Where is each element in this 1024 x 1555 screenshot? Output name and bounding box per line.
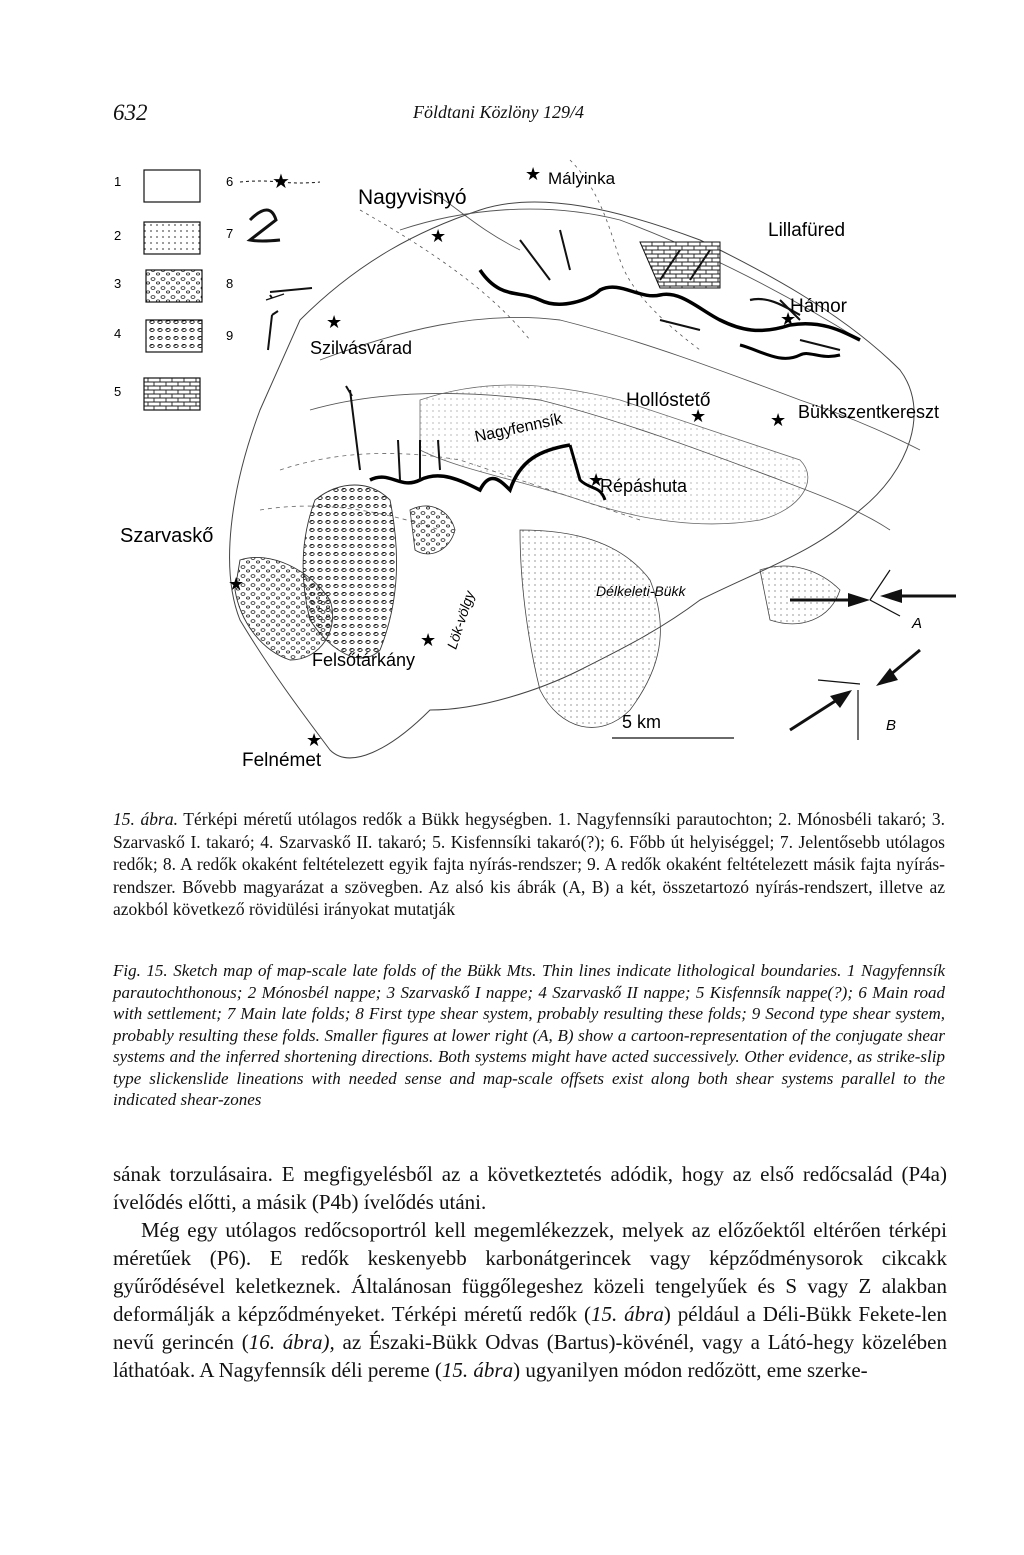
star-repashuta-icon: ★ [588,470,605,490]
journal-title: Földtani Közlöny 129/4 [413,102,584,122]
label-nagyvisnyo: Nagyvisnyó [358,186,467,209]
legend [114,170,320,410]
delkeleti-bukk-area [520,530,660,727]
inset-a-label: A [912,615,923,632]
star-malyinka-icon: ★ [525,164,542,184]
label-szilvasvarad: Szilvásvárad [310,338,413,358]
caption-text: Térképi méretű utólagos redők a Bükk hegységben. 1. Nagyfennsíki parautochton; 2. Mónosbéli takaró; 3. Szarvaskő I. takaró; 4. Szarvaskő II. takaró; 5. Kisfennsíki takaró(?); 6. Főbb út helyiséggel; 7. Jelentősebb utólagos redők; 8. A redők okaként feltételezett egyik fajta nyírás-rendszer; 9. A redők okaként feltételezett másik fajta nyírás-rendszer. Bővebb magyarázat a szövegben. Az alsó kis ábrák (A, B) a két, összetartozó nyírás-rendszert, illetve az azokból következő rövidülési irányokat mutatják [113,809,945,919]
label-malyinka: Mályinka [548,169,616,188]
star-bukkszentkereszt-icon: ★ [770,410,787,430]
label-hollosteto: Hollóstető [626,390,711,411]
label-delkeleti-bukk: Délkeleti-Bükk [596,583,686,599]
label-bukkszentkereszt: Bükkszentkereszt [798,402,940,422]
legend-box-3 [146,270,202,302]
legend-box-1 [144,170,200,202]
legend-num-5: 5 [114,384,122,399]
page-number: 632 [113,100,148,125]
settlement-star-icon: ★ [272,171,290,193]
label-szarvasko: Szarvaskő [120,525,214,547]
label-repashuta: Répáshuta [600,476,688,496]
paragraph-1: sának torzulásaira. E megfigyelésből az a következtetés adódik, hogy az első redőcsalád (P4a) ívelődés előtti, a másik (P4b) ívelődés utáni. [113,1162,947,1214]
label-lillafured: Lillafüred [768,220,846,241]
star-szarvasko-icon: ★ [228,574,245,594]
figure-reference-16: 16. ábra), [248,1330,335,1354]
shear-2-icon [268,311,278,350]
inset-b [790,650,920,740]
page-header [113,100,933,130]
paragraph-2: Még egy utólagos redőcsoportról kell megemlékezzek, melyek az előzőektől eltérően térképi méretűek (P6). E redők keskenyebb karbonátgerincek vagy képződménysorok cikcakk gyűrődésével keletkeznek. Általánosan függőlegeshez közeli tengelyűek és S vagy Z alakban deformálják a képződményeket. Térképi méretű redők (15. ábra) például a Déli-Bükk Fekete-len nevű gerincén (16. ábra), az Északi-Bükk Odvas (Bartus)-kövénél, vagy a Látó-hegy közelében láthatóak. A Nagyfennsík déli pereme (15. ábra) ugyanilyen módon redőzött, eme szerke- [113,1218,948,1382]
label-nagyfennsik: Nagyfennsík [473,410,564,446]
star-nagyvisnyo-icon: ★ [430,226,447,246]
caption-label: 15. ábra. [113,809,178,829]
legend-box-2 [144,222,200,254]
legend-num-6: 6 [226,174,234,189]
label-hamor: Hámor [790,296,848,317]
scale-label: 5 km [622,712,662,732]
legend-box-5 [144,378,200,410]
figure-caption-english: Fig. 15. Sketch map of map-scale late folds of the Bükk Mts. Thin lines indicate lithological boundaries. 1 Nagyfennsík parautochthonous; 2 Mónosbél nappe; 3 Szarvaskő I nappe; 4 Szarvaskő II nappe; 5 Kisfennsík nappe(?); 6 Main road with settlement; 7 Main late folds; 8 First type shear system, probably resulting these folds; 9 Second type shear system, probably resulting these folds. Smaller figures at lower right (A, B) show a cartoon-representation of the conjugate shear systems and the inferred shortening directions. Both systems might have acted successively. Other evidence, as strike-slip type slickenslide lineations with needed sense and map-scale offsets exist along both shear systems parallel to the indicated shear-zones [113,961,945,1109]
label-lok-volgy: Lök-völgy [443,588,478,651]
label-felnemet: Felnémet [242,750,322,771]
legend-num-9: 9 [226,328,234,343]
legend-num-7: 7 [226,226,234,241]
legend-num-8: 8 [226,276,234,291]
star-felsotarkany-icon: ★ [420,630,437,650]
nagyfennsik-area [420,385,808,524]
geological-sketch-map [100,150,970,790]
star-szilvasvarad-icon: ★ [326,312,343,332]
scale-bar [612,712,734,738]
inset-b-label: B [886,717,897,734]
kisfennsik-nappe-area [640,242,720,288]
label-felsotarkany: Felsőtárkány [312,650,416,670]
figure-caption-hungarian [113,808,945,921]
star-hamor-icon: ★ [780,309,797,329]
body-text [113,1160,947,1384]
star-felnemet-icon: ★ [306,730,323,750]
map-svg [100,150,970,790]
figure-reference-15b: 15. ábra [441,1358,514,1382]
legend-num-2: 2 [114,228,122,243]
legend-num-4: 4 [114,326,122,341]
fold-symbol-icon [250,210,280,241]
legend-box-4 [146,320,202,352]
figure-reference-15: 15. ábra [590,1302,664,1326]
star-hollosteto-icon: ★ [690,406,707,426]
legend-num-3: 3 [114,276,122,291]
legend-num-1: 1 [114,174,122,189]
